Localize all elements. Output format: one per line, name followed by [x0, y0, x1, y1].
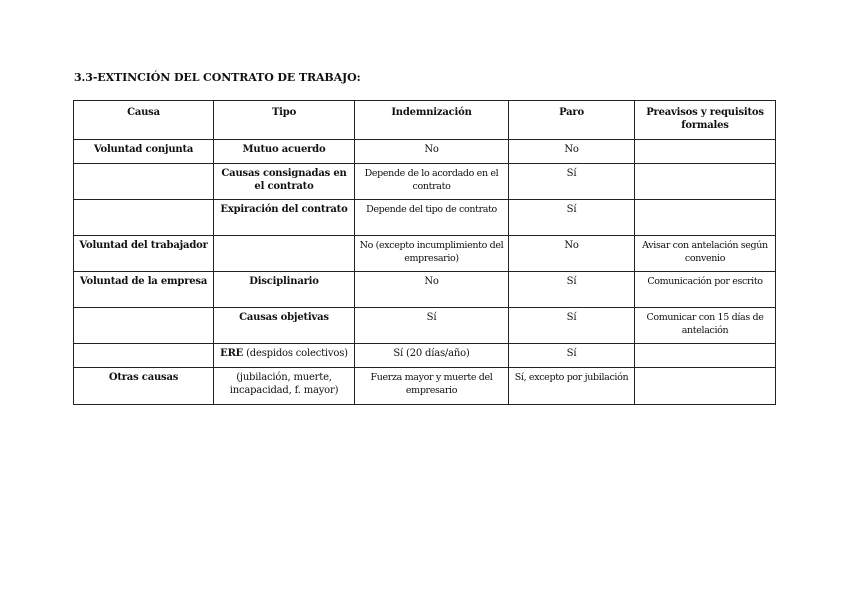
cell-causa	[74, 344, 214, 368]
cell-causa: Voluntad conjunta	[74, 140, 214, 164]
cell-causa: Otras causas	[74, 368, 214, 405]
cell-preavisos	[635, 140, 776, 164]
cell-tipo: Mutuo acuerdo	[214, 140, 355, 164]
cell-indemnizacion: Sí (20 días/año)	[355, 344, 509, 368]
cell-tipo: Expiración del contrato	[214, 200, 355, 236]
cell-paro: No	[509, 236, 635, 272]
cell-paro: Sí	[509, 200, 635, 236]
cell-tipo	[214, 344, 355, 368]
cell-tipo: Causas objetivas	[214, 308, 355, 344]
table-row	[74, 308, 776, 344]
cell-paro: Sí	[509, 272, 635, 308]
cell-preavisos: Comunicar con 15 días de antelación	[635, 308, 776, 344]
cell-indemnizacion: No	[355, 140, 509, 164]
table-row	[74, 272, 776, 308]
cell-indemnizacion: Depende de lo acordado en el contrato	[355, 164, 509, 200]
column-header-preavisos: Preavisos y requisitos formales	[635, 101, 776, 140]
cell-preavisos	[635, 200, 776, 236]
cell-paro: Sí, excepto por jubilación	[509, 368, 635, 405]
cell-preavisos: Avisar con antelación según convenio	[635, 236, 776, 272]
cell-tipo	[214, 236, 355, 272]
column-header-indemnizacion: Indemnización	[355, 101, 509, 140]
cell-indemnizacion: Depende del tipo de contrato	[355, 200, 509, 236]
contract-termination-table	[73, 100, 776, 405]
table-header-row	[74, 101, 776, 140]
table-row	[74, 200, 776, 236]
cell-indemnizacion: No (excepto incumplimiento del empresario)	[355, 236, 509, 272]
cell-indemnizacion: No	[355, 272, 509, 308]
column-header-tipo: Tipo	[214, 101, 355, 140]
cell-causa	[74, 308, 214, 344]
cell-tipo-ere-label: ERE	[220, 348, 244, 359]
cell-causa: Voluntad de la empresa	[74, 272, 214, 308]
cell-tipo: Disciplinario	[214, 272, 355, 308]
cell-indemnizacion: Fuerza mayor y muerte del empresario	[355, 368, 509, 405]
cell-causa	[74, 200, 214, 236]
table-row	[74, 164, 776, 200]
cell-causa	[74, 164, 214, 200]
cell-paro: No	[509, 140, 635, 164]
cell-paro: Sí	[509, 308, 635, 344]
cell-tipo-ere-detail: (despidos colectivos)	[243, 348, 348, 359]
cell-tipo: Causas consignadas en el contrato	[214, 164, 355, 200]
column-header-paro: Paro	[509, 101, 635, 140]
table-row	[74, 368, 776, 405]
column-header-causa: Causa	[74, 101, 214, 140]
cell-paro: Sí	[509, 164, 635, 200]
cell-preavisos	[635, 164, 776, 200]
table-row	[74, 140, 776, 164]
cell-preavisos: Comunicación por escrito	[635, 272, 776, 308]
section-heading: 3.3-EXTINCIÓN DEL CONTRATO DE TRABAJO:	[74, 71, 361, 84]
cell-tipo: (jubilación, muerte, incapacidad, f. mayor)	[214, 368, 355, 405]
cell-preavisos	[635, 368, 776, 405]
cell-paro: Sí	[509, 344, 635, 368]
cell-preavisos	[635, 344, 776, 368]
table-row	[74, 236, 776, 272]
table-row	[74, 344, 776, 368]
cell-indemnizacion: Sí	[355, 308, 509, 344]
cell-causa: Voluntad del trabajador	[74, 236, 214, 272]
